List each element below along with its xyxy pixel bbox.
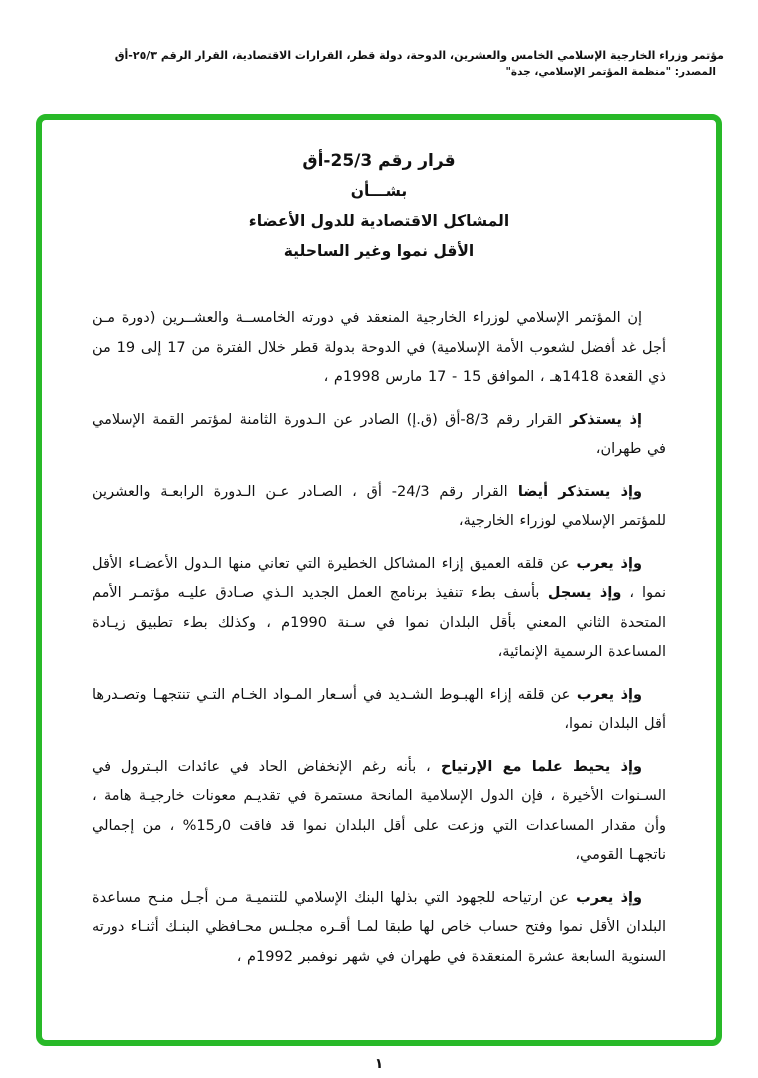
paragraph-text: القرار رقم 24/3- أق ، الصـادر عـن الـدورة الرابعـة والعشرين للمؤتمر الإسلامي لوزراء الخارجية،: [92, 483, 666, 529]
paragraph: [92, 406, 666, 465]
paragraph: [92, 681, 666, 740]
paragraph-lead-phrase: وإذ يعرب: [568, 889, 642, 906]
paragraph-text: عن ارتياحه للجهود التي بذلها البنك الإسلامي للتنميـة مـن أجـل منـح مساعدة البلدان الأقل نموا وفتح حساب خاص لها طبقا لمـا أقـره مجلـس محـافظي البنـك أثنـاء دورته السنوية السابعة عشرة المنعقدة في طهران في شهر نوفمبر 1992م ،: [92, 889, 666, 965]
page-number: ١: [374, 1056, 384, 1072]
document-border-box: [36, 114, 722, 1046]
resolution-subject-line-2: الأقل نموا وغير الساحلية: [283, 242, 475, 260]
paragraph: [92, 884, 666, 973]
paragraph-lead-phrase: إذ يستذكر: [562, 411, 642, 428]
document-header: [34, 47, 724, 80]
header-publisher-line: المصدر: "منظمة المؤتمر الإسلامي، جدة": [505, 66, 716, 78]
paragraph-lead-phrase: وإذ يحيط علما مع الإرتياح: [430, 758, 642, 775]
paragraph-text: ، بأنه رغم الإنخفاض الحاد في عائدات البـترول في السـنوات الأخيرة ، فإن الدول الإسلامية المانحة مستمرة في تقديـم معونات خارجيـة هامة ، وأن مقدار المساعدات التي وزعت على أقل البلدان نموا قد فاقت 0ر15% ، من إجمالي ناتجهـا القومي،: [92, 758, 666, 863]
paragraph-text: القرار رقم 8/3-أق (ق.إ) الصادر عن الـدورة الثامنة لمؤتمر القمة الإسلامي في طهران،: [92, 411, 666, 457]
resolution-subject-label: بشـــأن: [350, 182, 408, 200]
resolution-title-block: [92, 146, 666, 266]
paragraph-lead-phrase: وإذ يعرب: [569, 555, 642, 572]
paragraph-text: عن قلقه إزاء الهبـوط الشـديد في أسـعار المـواد الخـام التـي تنتجهـا وتصـدرها أقل البلدان نموا،: [92, 686, 666, 732]
paragraph: [92, 753, 666, 871]
paragraph-lead-phrase: وإذ يسجل: [539, 585, 622, 601]
paragraph-text: إن المؤتمر الإسلامي لوزراء الخارجية المنعقد في دورته الخامســة والعشــرين (دورة مـن أجل غد أفضل لشعوب الأمة الإسلامية) في الدوحة بدولة قطر خلال الفترة من 17 إلى 19 من ذي القعدة 1418هـ ، الموافق 15 - 17 مارس 1998م ،: [92, 310, 666, 385]
paragraph-lead-phrase: وإذ يعرب: [570, 686, 642, 703]
header-source-line: مؤتمر وزراء الخارجية الإسلامي الخامس والعشرين، الدوحة، دولة قطر، القرارات الاقتصادية، القرار الرقم ٢٥/٣-أق: [114, 49, 724, 62]
paragraph-lead-phrase: وإذ يستذكر أيضا: [507, 483, 642, 500]
paragraph-text: عن قلقه العميق إزاء المشاكل الخطيرة التي تعاني منها الـدول الأعضـاء الأقل نموا ،: [92, 555, 666, 601]
paragraph-text: بأسف بطء تنفيذ برنامج العمل الجديد الـذي صـادق عليـه مؤتمـر الأمم المتحدة الثاني المعني بأقل البلدان نموا في سـنة 1990م ، وكذلك بطء تطبيق زيـادة المساعدة الرسمية الإنمائية،: [92, 585, 666, 660]
document-body: [92, 304, 666, 972]
resolution-subject-line-1: المشاكل الاقتصادية للدول الأعضاء: [248, 212, 510, 230]
paragraph: [92, 304, 666, 393]
paragraph: [92, 478, 666, 537]
resolution-number-title: قرار رقم 25/3-أق: [302, 151, 456, 171]
paragraph: [92, 550, 666, 668]
